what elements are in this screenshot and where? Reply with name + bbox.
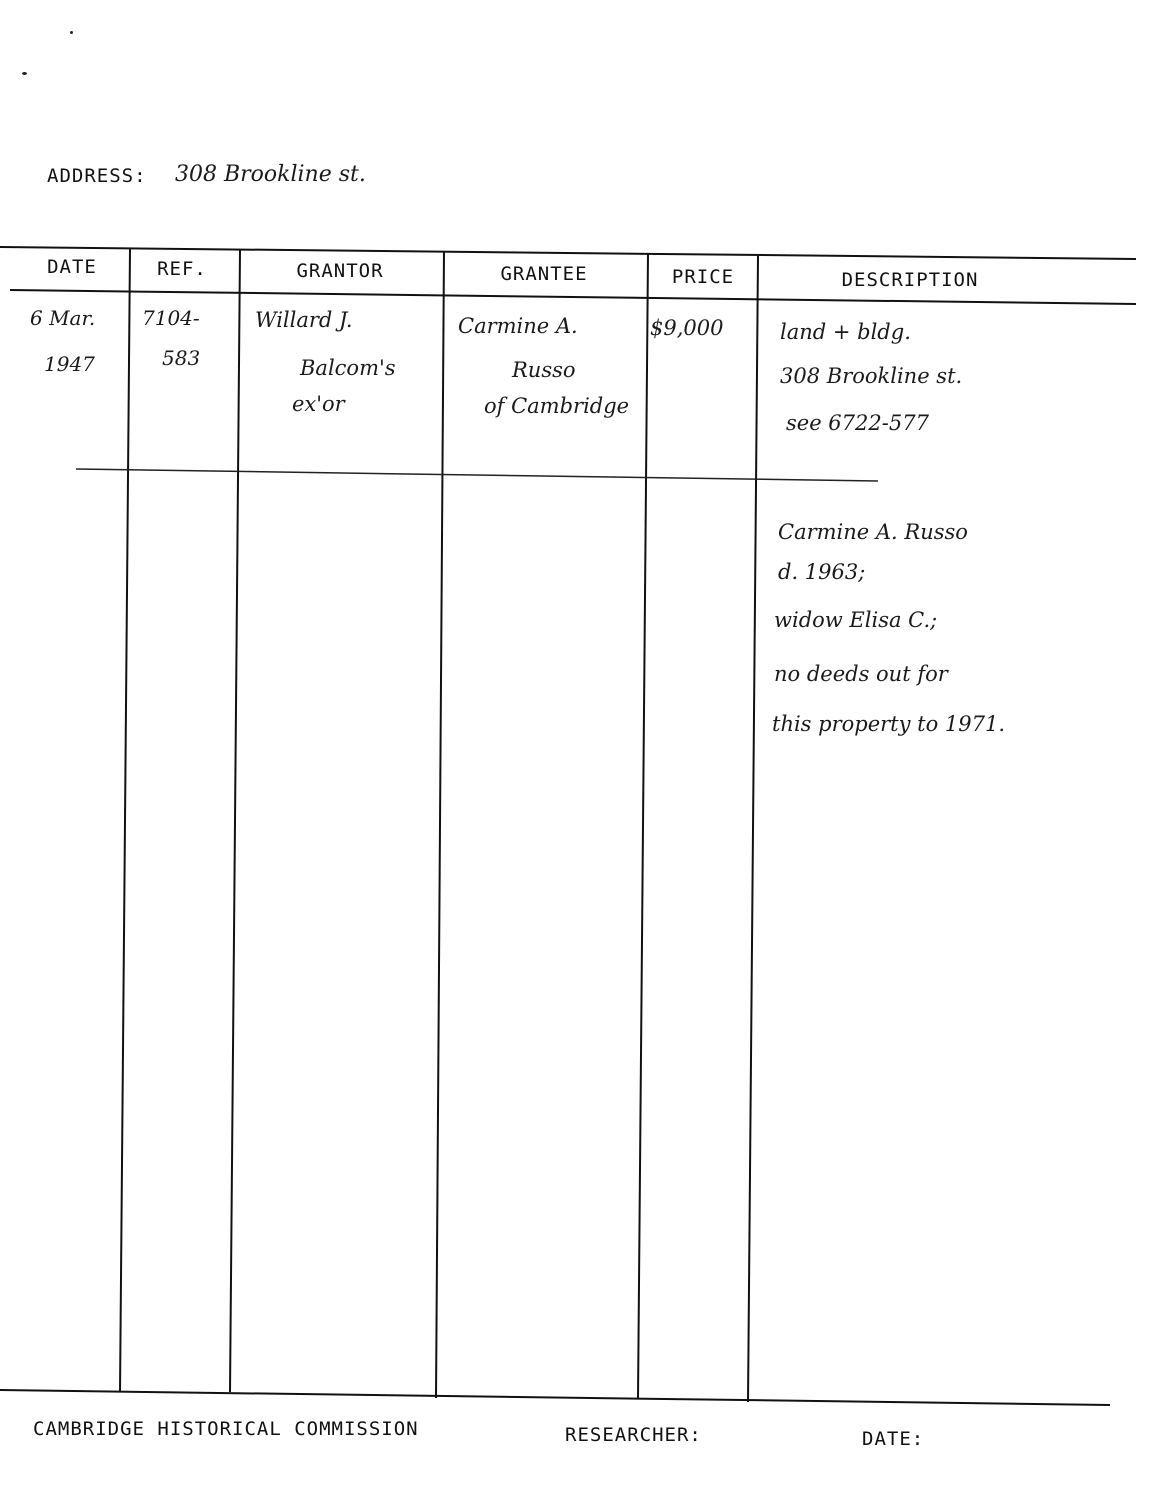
address-label: ADDRESS: xyxy=(47,165,147,187)
note-line1: Carmine A. Russo xyxy=(778,520,968,544)
row-description-line3: see 6722-577 xyxy=(786,411,929,435)
row-description-line1: land + bldg. xyxy=(780,320,911,344)
scan-speck xyxy=(22,72,27,75)
row-price: $9,000 xyxy=(650,316,724,340)
note-line2: d. 1963; xyxy=(778,560,866,584)
row-date-line1: 6 Mar. xyxy=(30,306,96,330)
scan-speck xyxy=(70,31,73,34)
row-grantor-line2: Balcom's xyxy=(300,356,396,380)
header-price: PRICE xyxy=(671,266,735,288)
address-value: 308 Brookline st. xyxy=(175,162,366,187)
row-date-line2: 1947 xyxy=(44,352,95,376)
row-description-line2: 308 Brookline st. xyxy=(780,364,963,388)
footer-researcher-label: RESEARCHER: xyxy=(565,1424,702,1446)
row-grantor-line3: ex'or xyxy=(292,392,345,416)
header-date: DATE xyxy=(47,256,97,278)
header-ref: REF. xyxy=(157,258,207,280)
note-line5: this property to 1971. xyxy=(772,712,1006,736)
header-grantee: GRANTEE xyxy=(500,263,588,285)
row-grantee-line2: Russo xyxy=(512,358,576,382)
header-grantor: GRANTOR xyxy=(296,260,384,282)
header-description: DESCRIPTION xyxy=(841,269,979,291)
row-grantee-line1: Carmine A. xyxy=(458,314,578,338)
note-line4: no deeds out for xyxy=(774,662,948,686)
footer-date-label: DATE: xyxy=(862,1428,925,1450)
footer-commission: CAMBRIDGE HISTORICAL COMMISSION xyxy=(33,1418,419,1440)
row-ref-line2: 583 xyxy=(162,346,201,370)
row-grantor-line1: Willard J. xyxy=(255,308,353,332)
row-grantee-line3: of Cambridge xyxy=(484,394,630,418)
note-line3: widow Elisa C.; xyxy=(774,608,938,632)
row-ref-line1: 7104- xyxy=(142,306,200,330)
